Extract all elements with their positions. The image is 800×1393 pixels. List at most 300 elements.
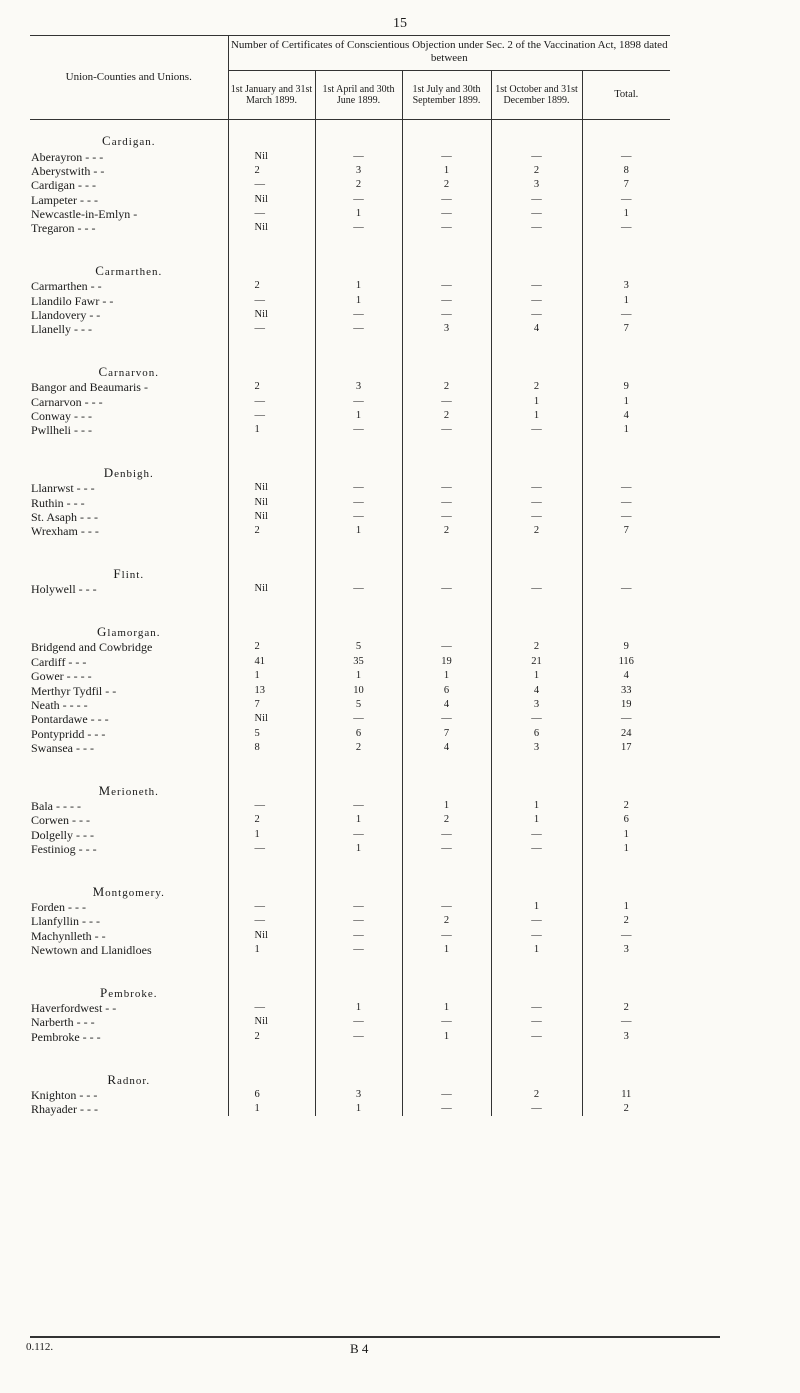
table-row — [30, 1015, 670, 1029]
quarter-value-q2: — — [315, 496, 402, 510]
quarter-value-q1: 2 — [228, 1030, 315, 1044]
table-body — [30, 120, 670, 1117]
union-name: Haverfordwest - - — [30, 1001, 228, 1015]
union-name: Wrexham - - - — [30, 524, 228, 538]
quarter-value-q1: 13 — [228, 683, 315, 697]
county-row — [30, 466, 670, 481]
total-value: 3 — [623, 1030, 629, 1042]
spacer-row — [30, 336, 670, 350]
quarter-value-q1: — — [228, 900, 315, 914]
union-name: Pontardawe - - - — [30, 712, 228, 726]
quarter-value-q1: 2 — [228, 524, 315, 538]
total-value: 2 — [623, 1002, 629, 1014]
quarter-value-q3: — — [402, 640, 491, 654]
quarter-value-q1: — — [228, 207, 315, 221]
union-column-header: Union-Counties and Unions. — [30, 35, 228, 120]
quarter-value-q4: 4 — [491, 683, 582, 697]
county-heading: Merioneth. — [30, 784, 228, 799]
quarter-value-q3: — — [402, 1015, 491, 1029]
table-row — [30, 409, 670, 423]
quarter-value-q4: 3 — [491, 698, 582, 712]
table-row — [30, 149, 670, 163]
county-row — [30, 134, 670, 149]
union-name: Newcastle-in-Emlyn - — [30, 207, 228, 221]
total-value: 11 — [621, 1088, 632, 1100]
quarter-value-q2: — — [315, 900, 402, 914]
quarter-value-q2: 3 — [315, 380, 402, 394]
table-row — [30, 279, 670, 293]
quarter-value-q3: — — [402, 221, 491, 235]
quarter-value-q3: — — [402, 481, 491, 495]
quarter-value-q3: 4 — [402, 698, 491, 712]
union-name: Merthyr Tydfil - - — [30, 683, 228, 697]
quarter-value-q3: — — [402, 510, 491, 524]
quarter-value-q2: — — [315, 827, 402, 841]
quarter-value-q3: — — [402, 279, 491, 293]
union-name: Holywell - - - — [30, 582, 228, 596]
quarter-value-q3: 2 — [402, 524, 491, 538]
table-row — [30, 799, 670, 813]
total-value: 19 — [621, 698, 632, 710]
county-row — [30, 264, 670, 279]
quarter-value-q4: — — [491, 207, 582, 221]
table-row — [30, 842, 670, 856]
spacer-row — [30, 957, 670, 971]
quarter-value-q2: 10 — [315, 683, 402, 697]
table-row — [30, 712, 670, 726]
table-row — [30, 640, 670, 654]
spacer-row — [30, 870, 670, 884]
quarter-value-q2: — — [315, 943, 402, 957]
table-row — [30, 524, 670, 538]
quarter-value-q4: — — [491, 293, 582, 307]
page-number: 15 — [393, 16, 407, 31]
quarter-value-q3: 3 — [402, 322, 491, 336]
quarter-value-q3: — — [402, 192, 491, 206]
quarter-value-q3: 4 — [402, 741, 491, 755]
county-heading: Carnarvon. — [30, 365, 228, 380]
quarter-value-q4: 3 — [491, 178, 582, 192]
spacer-row — [30, 539, 670, 553]
quarter-value-q2: 5 — [315, 698, 402, 712]
total-value: 2 — [623, 1103, 629, 1115]
quarter-value-q1: Nil — [228, 149, 315, 163]
union-name: Llandovery - - — [30, 308, 228, 322]
county-row — [30, 784, 670, 799]
total-value: — — [621, 713, 632, 725]
total-value: 17 — [621, 741, 632, 753]
county-row — [30, 625, 670, 640]
quarter-value-q2: — — [315, 1015, 402, 1029]
quarter-value-q1: — — [228, 842, 315, 856]
total-value: 9 — [623, 381, 629, 393]
total-value: 3 — [623, 944, 629, 956]
quarter-header-2: 1st April and 30th June 1899. — [315, 71, 402, 120]
quarter-value-q1: 2 — [228, 279, 315, 293]
table-row — [30, 1001, 670, 1015]
quarter-value-q4: — — [491, 582, 582, 596]
spacer-row — [30, 250, 670, 264]
table-row — [30, 900, 670, 914]
union-name: Llanrwst - - - — [30, 481, 228, 495]
quarter-value-q2: 1 — [315, 524, 402, 538]
total-value: 1 — [623, 424, 629, 436]
table-row — [30, 683, 670, 697]
total-value: 2 — [623, 799, 629, 811]
county-heading: Carmarthen. — [30, 264, 228, 279]
total-value: 7 — [623, 525, 629, 537]
quarter-value-q3: — — [402, 293, 491, 307]
signature-mark: B 4 — [350, 1341, 369, 1356]
quarter-value-q4: 1 — [491, 395, 582, 409]
county-heading: Cardigan. — [30, 134, 228, 149]
table-row — [30, 510, 670, 524]
quarter-value-q2: 1 — [315, 813, 402, 827]
quarter-value-q3: — — [402, 582, 491, 596]
quarter-value-q1: — — [228, 799, 315, 813]
county-heading: Montgomery. — [30, 885, 228, 900]
quarter-value-q2: 1 — [315, 669, 402, 683]
table-row — [30, 481, 670, 495]
quarter-value-q2: — — [315, 221, 402, 235]
quarter-value-q1: 2 — [228, 640, 315, 654]
table-row — [30, 293, 670, 307]
quarter-value-q4: 2 — [491, 524, 582, 538]
quarter-value-q3: 6 — [402, 683, 491, 697]
union-name: Neath - - - - — [30, 698, 228, 712]
quarter-value-q1: 2 — [228, 164, 315, 178]
quarter-value-q2: 1 — [315, 279, 402, 293]
spacer-row — [30, 755, 670, 769]
quarter-value-q2: — — [315, 149, 402, 163]
union-name: Festiniog - - - — [30, 842, 228, 856]
union-name: Pwllheli - - - — [30, 423, 228, 437]
quarter-value-q2: 1 — [315, 409, 402, 423]
union-name: Cardigan - - - — [30, 178, 228, 192]
total-value: 1 — [623, 395, 629, 407]
quarter-value-q2: — — [315, 1030, 402, 1044]
quarter-value-q1: 1 — [228, 669, 315, 683]
spacer-row — [30, 235, 670, 249]
union-name: Newtown and Llanidloes — [30, 943, 228, 957]
quarter-value-q2: 1 — [315, 207, 402, 221]
quarter-value-q1: Nil — [228, 712, 315, 726]
quarter-value-q3: 1 — [402, 799, 491, 813]
table-row — [30, 827, 670, 841]
union-name: Knighton - - - — [30, 1088, 228, 1102]
quarter-value-q2: — — [315, 481, 402, 495]
table-row — [30, 164, 670, 178]
table-row — [30, 322, 670, 336]
spacer-row — [30, 972, 670, 986]
quarter-value-q3: — — [402, 149, 491, 163]
quarter-value-q4: — — [491, 842, 582, 856]
total-value: 1 — [623, 207, 629, 219]
quarter-value-q2: 1 — [315, 1102, 402, 1116]
union-name: Llanfyllin - - - — [30, 914, 228, 928]
quarter-value-q4: 6 — [491, 726, 582, 740]
union-name: Bridgend and Cowbridge — [30, 640, 228, 654]
quarter-value-q3: 2 — [402, 813, 491, 827]
union-name: Dolgelly - - - — [30, 827, 228, 841]
table-row — [30, 943, 670, 957]
total-value: 4 — [623, 670, 629, 682]
table-row — [30, 1030, 670, 1044]
quarter-value-q3: — — [402, 496, 491, 510]
total-value: 6 — [623, 814, 629, 826]
quarter-value-q4: 1 — [491, 799, 582, 813]
spacer-row — [30, 120, 670, 135]
spacer-row — [30, 597, 670, 611]
table-super-title: Number of Certificates of Conscientious Objection under Sec. 2 of the Vaccination Act, 1898 dated between — [228, 35, 670, 71]
county-row — [30, 1073, 670, 1088]
spacer-row — [30, 611, 670, 625]
total-value: — — [621, 511, 632, 523]
quarter-value-q1: Nil — [228, 496, 315, 510]
total-value: — — [621, 583, 632, 595]
table-row — [30, 655, 670, 669]
quarter-value-q2: 6 — [315, 726, 402, 740]
county-heading: Radnor. — [30, 1073, 228, 1088]
table-row — [30, 582, 670, 596]
quarter-value-q1: Nil — [228, 1015, 315, 1029]
quarter-value-q3: 2 — [402, 409, 491, 423]
quarter-value-q3: 1 — [402, 669, 491, 683]
union-name: Pembroke - - - — [30, 1030, 228, 1044]
total-value: 8 — [623, 164, 629, 176]
quarter-value-q3: 1 — [402, 164, 491, 178]
quarter-value-q4: — — [491, 1001, 582, 1015]
total-value: — — [621, 1016, 632, 1028]
quarter-value-q4: — — [491, 712, 582, 726]
union-name: Carmarthen - - — [30, 279, 228, 293]
quarter-value-q1: Nil — [228, 221, 315, 235]
total-value: 1 — [623, 842, 629, 854]
quarter-value-q4: 3 — [491, 741, 582, 755]
county-row — [30, 885, 670, 900]
quarter-value-q2: 3 — [315, 164, 402, 178]
quarter-value-q1: 1 — [228, 1102, 315, 1116]
quarter-value-q2: — — [315, 799, 402, 813]
table-row — [30, 178, 670, 192]
total-value: — — [621, 150, 632, 162]
table-row — [30, 669, 670, 683]
quarter-value-q2: — — [315, 322, 402, 336]
table-row — [30, 929, 670, 943]
table-row — [30, 1088, 670, 1102]
quarter-value-q1: 2 — [228, 380, 315, 394]
quarter-value-q4: — — [491, 481, 582, 495]
footer-code: 0.112. — [26, 1341, 54, 1353]
total-value: — — [621, 308, 632, 320]
county-heading: Flint. — [30, 567, 228, 582]
quarter-value-q4: 2 — [491, 164, 582, 178]
quarter-value-q1: Nil — [228, 929, 315, 943]
total-value: 33 — [621, 684, 632, 696]
table-row — [30, 698, 670, 712]
union-name: Aberystwith - - — [30, 164, 228, 178]
table-row — [30, 1102, 670, 1116]
total-value: 7 — [623, 179, 629, 191]
quarter-header-4: 1st October and 31st December 1899. — [491, 71, 582, 120]
footer-rule — [30, 1336, 720, 1338]
union-name: Swansea - - - — [30, 741, 228, 755]
table-row — [30, 308, 670, 322]
spacer-row — [30, 1044, 670, 1058]
union-name: Bala - - - - — [30, 799, 228, 813]
quarter-value-q1: — — [228, 409, 315, 423]
quarter-value-q1: — — [228, 293, 315, 307]
quarter-value-q4: — — [491, 827, 582, 841]
quarter-value-q2: — — [315, 712, 402, 726]
union-name: Gower - - - - — [30, 669, 228, 683]
quarter-value-q3: — — [402, 395, 491, 409]
quarter-value-q3: 1 — [402, 1030, 491, 1044]
quarter-value-q3: — — [402, 712, 491, 726]
union-name: Pontypridd - - - — [30, 726, 228, 740]
quarter-value-q2: — — [315, 510, 402, 524]
quarter-value-q4: — — [491, 914, 582, 928]
union-name: Ruthin - - - — [30, 496, 228, 510]
quarter-value-q4: 4 — [491, 322, 582, 336]
quarter-value-q2: — — [315, 914, 402, 928]
quarter-value-q4: — — [491, 1015, 582, 1029]
quarter-value-q4: — — [491, 496, 582, 510]
county-row — [30, 986, 670, 1001]
quarter-value-q1: — — [228, 178, 315, 192]
union-name: Llanelly - - - — [30, 322, 228, 336]
union-name: Bangor and Beaumaris - — [30, 380, 228, 394]
quarter-value-q1: — — [228, 395, 315, 409]
total-header: Total. — [582, 71, 670, 120]
quarter-value-q1: Nil — [228, 481, 315, 495]
quarter-value-q4: 1 — [491, 409, 582, 423]
total-value: 24 — [621, 727, 632, 739]
quarter-value-q4: 2 — [491, 380, 582, 394]
quarter-value-q4: — — [491, 423, 582, 437]
quarter-value-q2: 1 — [315, 293, 402, 307]
table-row — [30, 741, 670, 755]
quarter-value-q3: 19 — [402, 655, 491, 669]
quarter-value-q3: — — [402, 827, 491, 841]
quarter-value-q3: — — [402, 207, 491, 221]
quarter-value-q3: — — [402, 900, 491, 914]
county-row — [30, 365, 670, 380]
quarter-value-q1: 1 — [228, 423, 315, 437]
quarter-value-q2: — — [315, 582, 402, 596]
quarter-value-q2: 2 — [315, 178, 402, 192]
quarter-value-q4: — — [491, 308, 582, 322]
total-value: — — [621, 222, 632, 234]
union-name: Conway - - - — [30, 409, 228, 423]
union-name: St. Asaph - - - — [30, 510, 228, 524]
quarter-value-q4: — — [491, 221, 582, 235]
quarter-value-q3: 2 — [402, 380, 491, 394]
quarter-value-q1: Nil — [228, 192, 315, 206]
quarter-value-q2: — — [315, 395, 402, 409]
quarter-value-q2: — — [315, 423, 402, 437]
quarter-value-q2: — — [315, 929, 402, 943]
table-row — [30, 914, 670, 928]
quarter-value-q3: 2 — [402, 914, 491, 928]
quarter-value-q4: — — [491, 149, 582, 163]
table-row — [30, 726, 670, 740]
spacer-row — [30, 553, 670, 567]
quarter-value-q1: 5 — [228, 726, 315, 740]
total-value: 116 — [618, 655, 634, 667]
quarter-value-q3: — — [402, 1102, 491, 1116]
union-name: Carnarvon - - - — [30, 395, 228, 409]
county-row — [30, 567, 670, 582]
spacer-row — [30, 856, 670, 870]
quarter-value-q3: 7 — [402, 726, 491, 740]
quarter-value-q4: 1 — [491, 900, 582, 914]
quarter-value-q1: Nil — [228, 308, 315, 322]
quarter-value-q2: — — [315, 308, 402, 322]
quarter-value-q1: 8 — [228, 741, 315, 755]
total-value: 4 — [623, 410, 629, 422]
table-row — [30, 221, 670, 235]
quarter-value-q1: Nil — [228, 510, 315, 524]
total-value: — — [621, 929, 632, 941]
quarter-value-q1: 41 — [228, 655, 315, 669]
quarter-value-q1: 1 — [228, 827, 315, 841]
union-name: Cardiff - - - — [30, 655, 228, 669]
county-heading: Pembroke. — [30, 986, 228, 1001]
total-value: — — [621, 193, 632, 205]
table-row — [30, 192, 670, 206]
table-row — [30, 380, 670, 394]
quarter-value-q4: 1 — [491, 669, 582, 683]
quarter-value-q4: 2 — [491, 1088, 582, 1102]
table-row — [30, 813, 670, 827]
total-value: — — [621, 496, 632, 508]
quarter-value-q4: 2 — [491, 640, 582, 654]
quarter-value-q1: 7 — [228, 698, 315, 712]
total-value: 1 — [623, 294, 629, 306]
quarter-value-q1: 6 — [228, 1088, 315, 1102]
quarter-value-q3: — — [402, 929, 491, 943]
quarter-value-q3: — — [402, 842, 491, 856]
union-name: Forden - - - — [30, 900, 228, 914]
union-name: Aberayron - - - — [30, 149, 228, 163]
spacer-row — [30, 452, 670, 466]
quarter-value-q1: 1 — [228, 943, 315, 957]
table-row — [30, 207, 670, 221]
quarter-value-q4: 21 — [491, 655, 582, 669]
table-row — [30, 496, 670, 510]
quarter-value-q4: — — [491, 510, 582, 524]
union-name: Rhayader - - - — [30, 1102, 228, 1116]
returns-table — [30, 35, 670, 1116]
total-value: 9 — [623, 641, 629, 653]
quarter-value-q2: 5 — [315, 640, 402, 654]
total-value: 7 — [623, 323, 629, 335]
spacer-row — [30, 438, 670, 452]
quarter-value-q4: — — [491, 929, 582, 943]
total-value: 1 — [623, 900, 629, 912]
total-value: 3 — [623, 280, 629, 292]
union-name: Narberth - - - — [30, 1015, 228, 1029]
quarter-value-q3: 2 — [402, 178, 491, 192]
quarter-value-q2: 3 — [315, 1088, 402, 1102]
quarter-value-q1: — — [228, 322, 315, 336]
spacer-row — [30, 351, 670, 365]
union-name: Machynlleth - - — [30, 929, 228, 943]
quarter-value-q1: — — [228, 914, 315, 928]
total-value: — — [621, 482, 632, 494]
spacer-row — [30, 769, 670, 783]
